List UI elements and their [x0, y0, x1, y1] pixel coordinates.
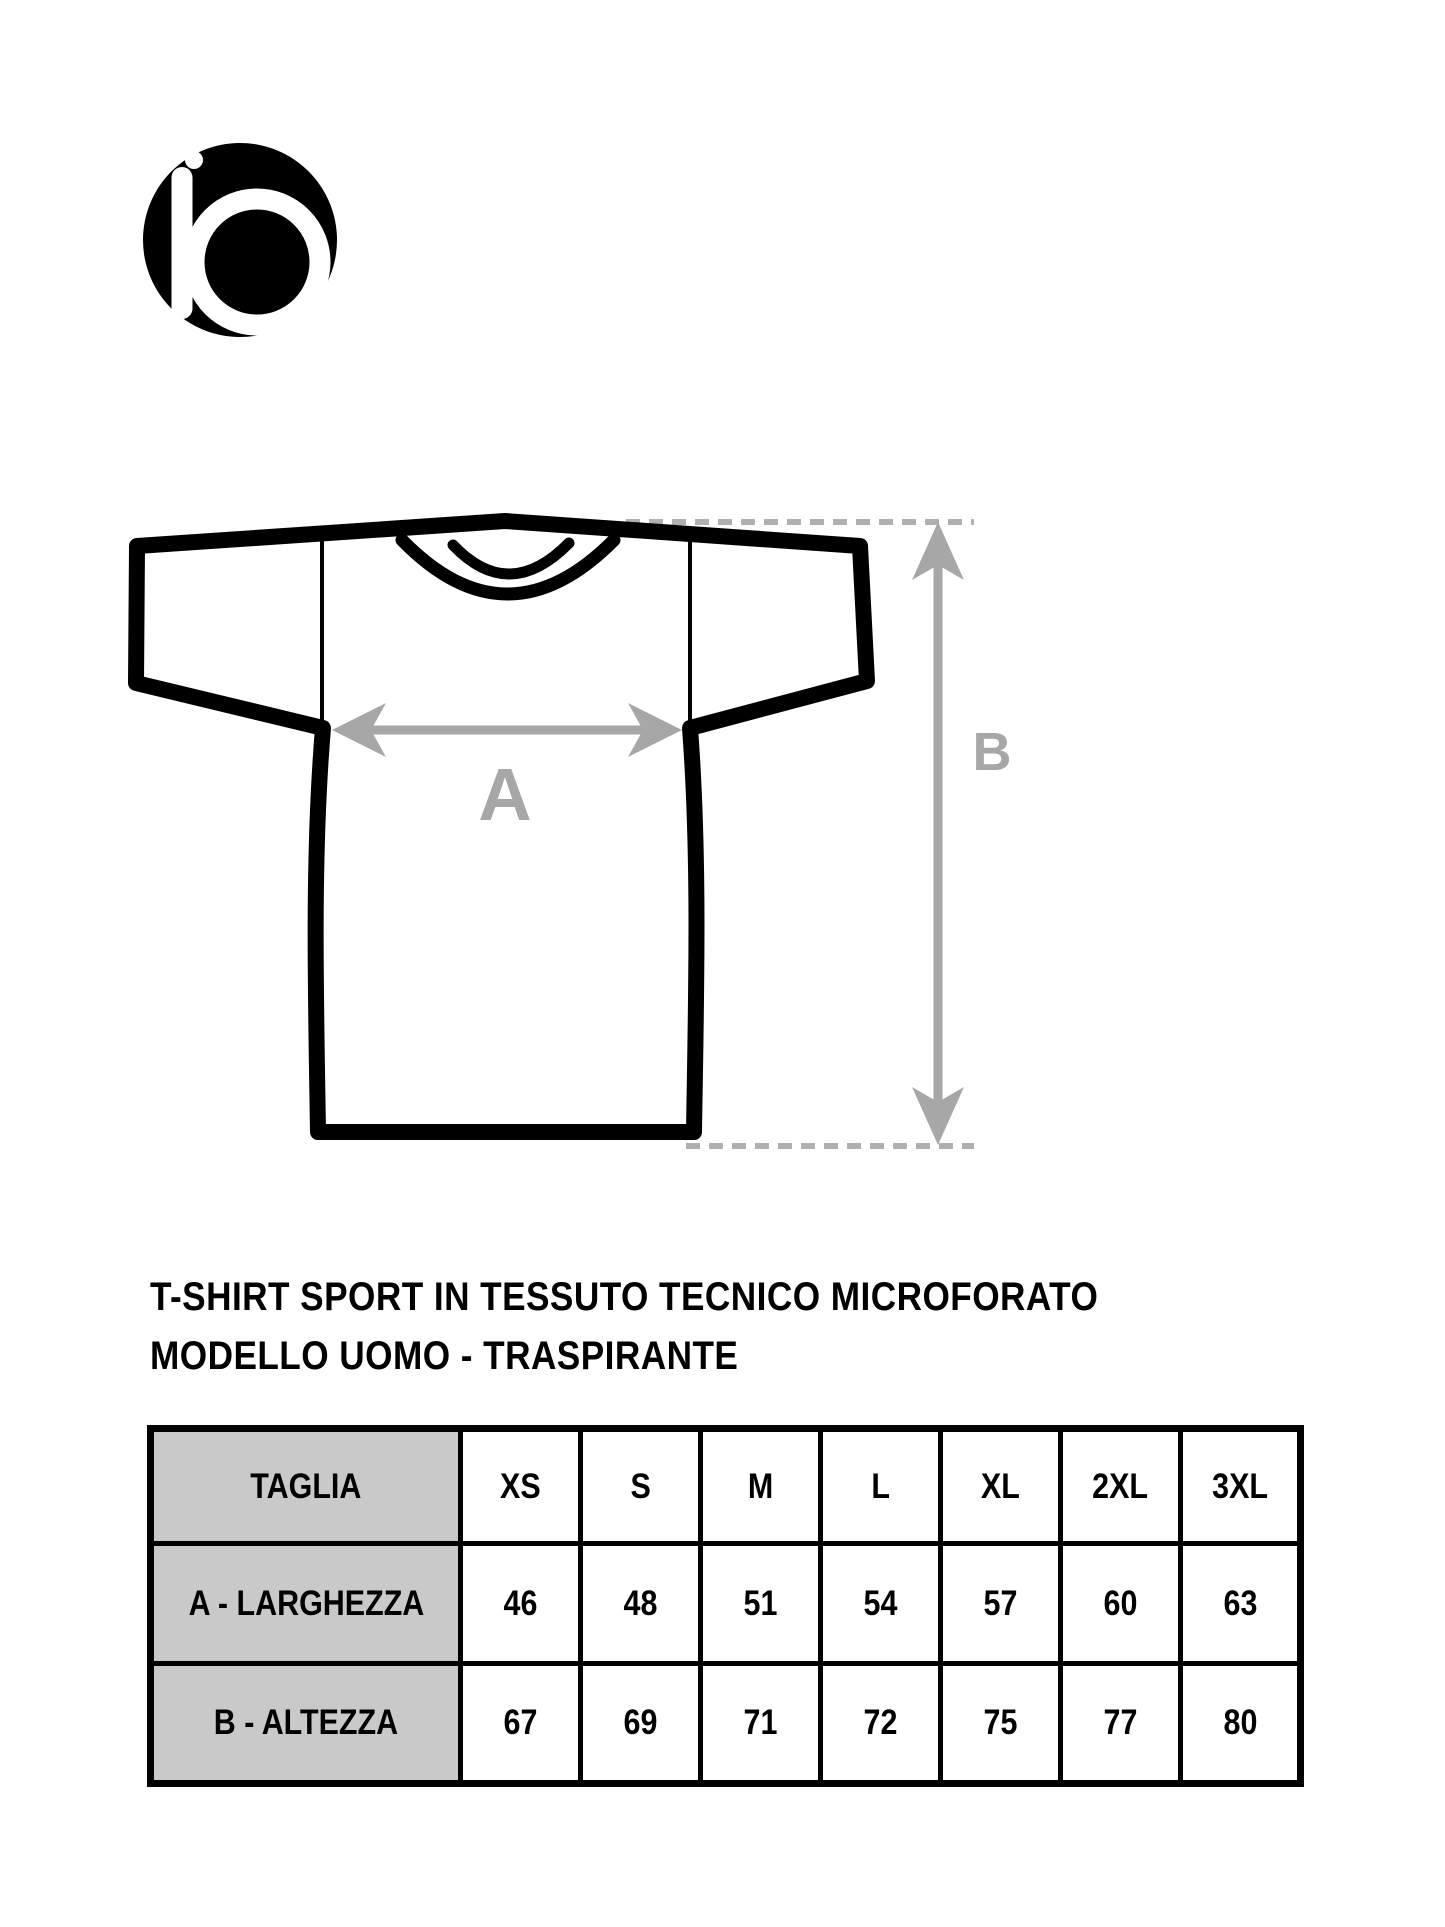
product-title-line-2 — [150, 1336, 819, 1376]
measure-value: 63 — [1223, 1583, 1257, 1623]
table-cell — [1181, 1664, 1301, 1784]
measure-value: 67 — [503, 1703, 538, 1742]
dimension-a-label: A — [478, 753, 532, 836]
size-label: S — [630, 1466, 651, 1506]
size-table-header-row — [151, 1429, 1301, 1544]
table-cell — [461, 1544, 581, 1664]
size-table-row-larghezza — [151, 1544, 1301, 1664]
measure-value: 69 — [623, 1703, 658, 1742]
measure-value: 71 — [743, 1703, 778, 1742]
measure-value: 51 — [743, 1583, 778, 1623]
size-label: M — [747, 1466, 774, 1506]
dimension-arrow-b — [912, 522, 1012, 1145]
product-title-text-2: MODELLO UOMO - TRASPIRANTE — [150, 1334, 739, 1378]
row-label: A - LARGHEZZA — [188, 1583, 424, 1623]
row-label-cell — [151, 1664, 461, 1784]
header-cell-xs — [461, 1429, 581, 1544]
measure-value: 48 — [623, 1583, 658, 1623]
measure-value: 75 — [983, 1703, 1018, 1742]
logo-b-dot — [185, 151, 203, 169]
row-label-cell — [151, 1544, 461, 1664]
table-cell — [1061, 1664, 1181, 1784]
table-cell — [941, 1664, 1061, 1784]
header-cell-2xl — [1061, 1429, 1181, 1544]
brand-logo — [143, 143, 337, 337]
size-label: 2XL — [1092, 1466, 1149, 1506]
table-cell — [1181, 1544, 1301, 1664]
measure-value: 54 — [863, 1583, 898, 1623]
header-label: TAGLIA — [250, 1466, 362, 1506]
header-cell-3xl — [1181, 1429, 1301, 1544]
table-cell — [821, 1664, 941, 1784]
measure-value: 46 — [503, 1583, 538, 1623]
table-cell — [1061, 1544, 1181, 1664]
table-cell — [941, 1544, 1061, 1664]
measure-value: 77 — [1103, 1703, 1138, 1742]
header-cell-m — [701, 1429, 821, 1544]
table-cell — [701, 1544, 821, 1664]
table-cell — [821, 1544, 941, 1664]
size-label: 3XL — [1212, 1466, 1268, 1506]
measure-value: 72 — [863, 1703, 898, 1742]
size-label: XS — [500, 1466, 541, 1506]
header-cell-l — [821, 1429, 941, 1544]
dimension-b-label: B — [972, 722, 1012, 782]
table-cell — [581, 1544, 701, 1664]
table-cell — [461, 1664, 581, 1784]
header-cell-s — [581, 1429, 701, 1544]
size-table — [147, 1425, 1304, 1787]
measure-value: 60 — [1103, 1583, 1138, 1623]
product-title-line-1 — [150, 1277, 1228, 1317]
size-label: XL — [981, 1466, 1020, 1506]
header-cell-taglia — [151, 1429, 461, 1544]
measure-value: 80 — [1223, 1703, 1257, 1742]
product-title-text-1: T-SHIRT SPORT IN TESSUTO TECNICO MICROFORATO — [150, 1275, 1099, 1319]
size-table-row-altezza — [151, 1664, 1301, 1784]
table-cell — [581, 1664, 701, 1784]
table-cell — [701, 1664, 821, 1784]
measure-value: 57 — [983, 1583, 1018, 1623]
size-label: L — [871, 1466, 890, 1506]
row-label: B - ALTEZZA — [213, 1703, 399, 1742]
header-cell-xl — [941, 1429, 1061, 1544]
